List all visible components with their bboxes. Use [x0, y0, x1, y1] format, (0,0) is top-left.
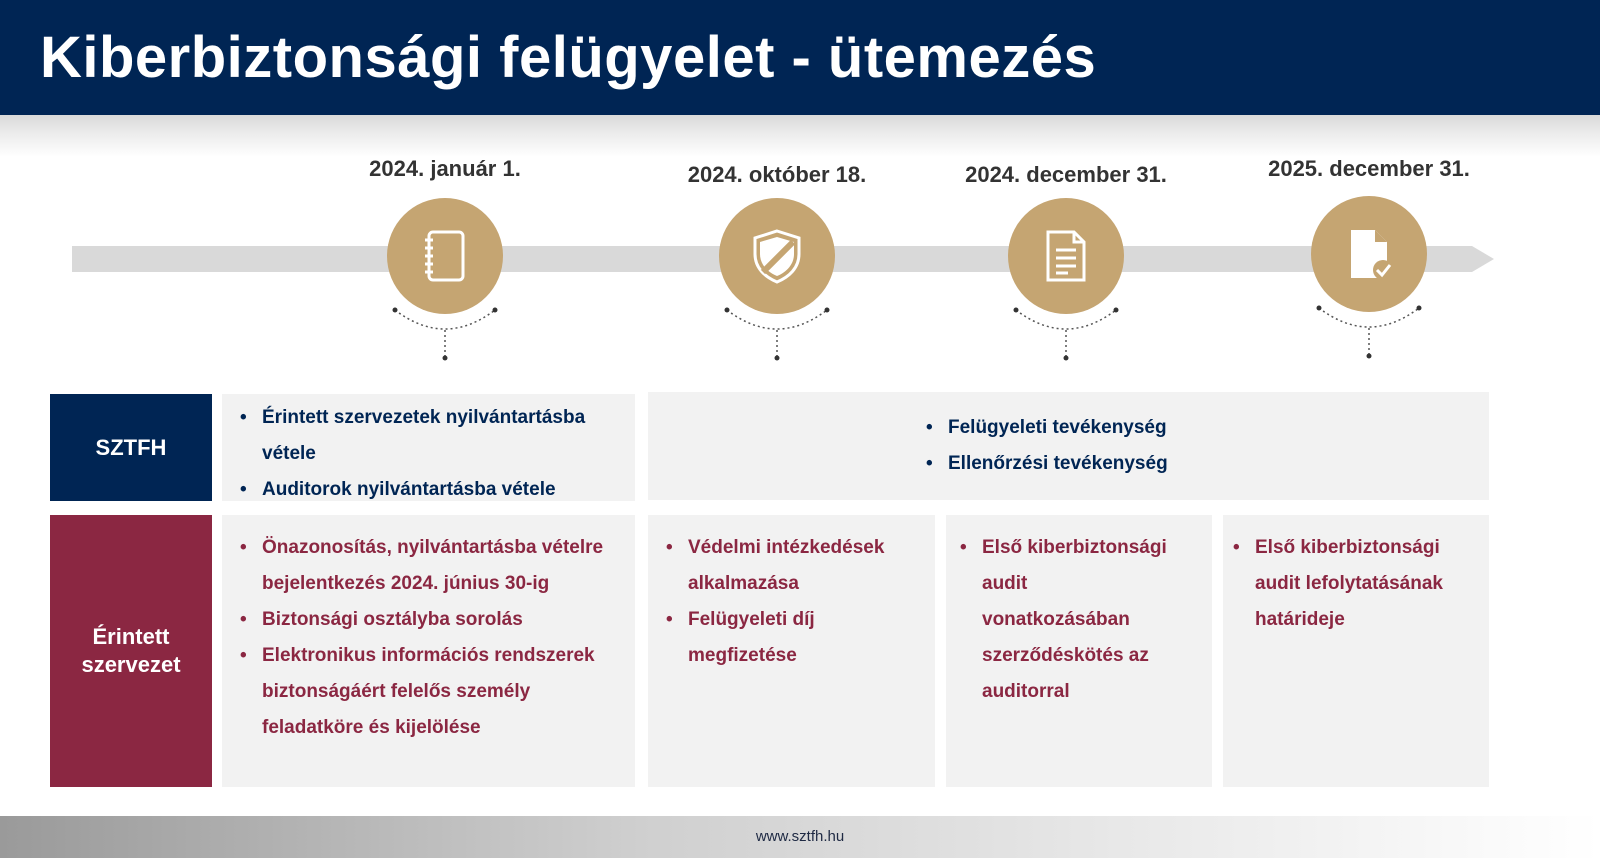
list-item: • Elektronikus információs rendszerek biztonságáért felelős személy feladatköre és kijelölése [238, 638, 623, 746]
milestone-circle [1008, 198, 1124, 314]
milestone-3 [946, 150, 1186, 365]
bullet-list [238, 530, 623, 746]
list-item: • Érintett szervezetek nyilvántartásba vétele [238, 400, 635, 472]
milestone-connector [1315, 304, 1423, 360]
header-banner [0, 0, 1600, 115]
erintett-cell-4 [1223, 515, 1489, 787]
list-item: • Önazonosítás, nyilvántartásba vételre bejelentkezés 2024. június 30-ig [238, 530, 623, 602]
list-item: • Felügyeleti tevékenység [924, 410, 1489, 446]
bullet-list [958, 530, 1174, 710]
milestone-connector [391, 306, 499, 362]
sztfh-cell-2 [648, 392, 1489, 500]
notebook-icon [415, 226, 475, 286]
list-item: • Auditorok nyilvántartásba vétele [238, 472, 635, 508]
row-label-erintett-szervezet [50, 515, 212, 787]
list-item: • Első kiberbiztonsági audit vonatkozásában szerződéskötés az auditorral [958, 530, 1174, 710]
milestone-circle [1311, 196, 1427, 312]
footer-url: www.sztfh.hu [755, 828, 845, 845]
row-label-text: Érintett szervezet [81, 624, 181, 677]
bullet-list [238, 400, 635, 508]
milestone-date: 2024. december 31. [965, 162, 1167, 187]
list-item: • Ellenőrzési tevékenység [924, 446, 1489, 482]
list-item: • Felügyeleti díj megfizetése [664, 602, 923, 674]
shield-icon [747, 226, 807, 286]
bullet-list [1231, 530, 1457, 638]
document-icon [1036, 226, 1096, 286]
milestone-2 [657, 150, 897, 365]
erintett-cell-1 [222, 515, 635, 787]
sztfh-cell-1 [222, 394, 635, 501]
list-item: • Védelmi intézkedések alkalmazása [664, 530, 923, 602]
bullet-list [924, 410, 1489, 482]
milestone-1 [325, 150, 565, 365]
list-item: • Biztonsági osztályba sorolás [238, 602, 623, 638]
milestone-date: 2025. december 31. [1268, 156, 1470, 181]
erintett-cell-2 [648, 515, 935, 787]
row-label-sztfh: SZTFH [50, 394, 212, 501]
erintett-cell-3 [946, 515, 1212, 787]
milestone-date: 2024. január 1. [369, 156, 521, 181]
milestone-connector [1012, 306, 1120, 362]
milestone-4 [1249, 150, 1489, 365]
bullet-list [664, 530, 923, 674]
milestone-circle [719, 198, 835, 314]
milestone-connector [723, 306, 831, 362]
footer-bar [0, 816, 1600, 858]
milestone-circle [387, 198, 503, 314]
document-check-icon [1339, 224, 1399, 284]
milestone-date: 2024. október 18. [687, 162, 867, 187]
page-title: Kiberbiztonsági felügyelet - ütemezés [40, 25, 1097, 90]
list-item: • Első kiberbiztonsági audit lefolytatásának határideje [1231, 530, 1457, 638]
